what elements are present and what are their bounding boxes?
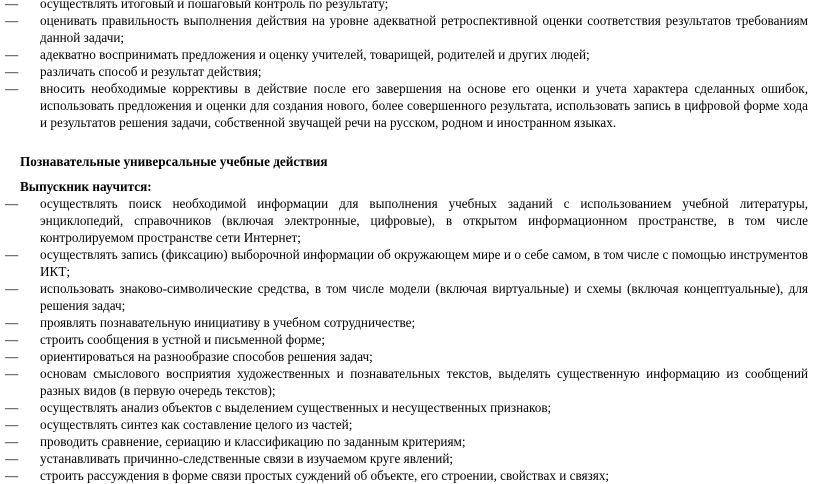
- list-item: [0, 80, 816, 131]
- list-item: [0, 416, 816, 433]
- list-dash: —: [5, 332, 19, 347]
- list-dash: —: [5, 315, 19, 330]
- list-dash: —: [5, 349, 19, 364]
- cognitive-skills-list: [0, 195, 816, 484]
- list-item: [0, 12, 816, 46]
- list-dash: —: [5, 47, 19, 62]
- list-dash: —: [5, 434, 19, 449]
- list-dash: —: [5, 196, 19, 211]
- list-item: [0, 433, 816, 450]
- list-item-text: адекватно воспринимать предложения и оценку учителей, товарищей, родителей и других людей;: [40, 47, 590, 62]
- regulatory-skills-list: [0, 0, 816, 131]
- list-dash: —: [5, 0, 19, 11]
- list-dash: —: [5, 451, 19, 466]
- list-item: [0, 348, 816, 365]
- list-item: [0, 365, 816, 399]
- list-item-text: осуществлять анализ объектов с выделением существенных и несущественных признаков;: [40, 400, 552, 415]
- list-item-text: использовать знаково-символические средства, в том числе модели (включая виртуальные) и схемы (включая концептуальные), для решения задач;: [40, 281, 808, 313]
- list-item: [0, 0, 816, 12]
- list-dash: —: [5, 247, 19, 262]
- list-item: [0, 331, 816, 348]
- list-item: [0, 195, 816, 246]
- list-dash: —: [5, 64, 19, 79]
- list-item-text: ориентироваться на разнообразие способов решения задач;: [40, 349, 373, 364]
- list-dash: —: [5, 281, 19, 296]
- list-item: [0, 467, 816, 484]
- list-dash: —: [5, 13, 19, 28]
- list-item: [0, 46, 816, 63]
- list-item-text: осуществлять поиск необходимой информации для выполнения учебных заданий с использованием учебной литературы, энциклопедий, справочников (включая электронные, цифровые), в открытом информационном пространстве, в том числе контролируемом пространстве сети Интернет;: [40, 196, 808, 245]
- list-item-text: проявлять познавательную инициативу в учебном сотрудничестве;: [40, 315, 416, 330]
- list-item: [0, 280, 816, 314]
- list-item-text: осуществлять итоговый и пошаговый контроль по результату;: [40, 0, 389, 11]
- list-item-text: устанавливать причинно-следственные связи в изучаемом круге явлений;: [40, 451, 454, 466]
- list-item: [0, 314, 816, 331]
- list-item-text: осуществлять синтез как составление целого из частей;: [40, 417, 353, 432]
- learner-will-learn-heading: Выпускник научится:: [20, 179, 152, 194]
- list-item: [0, 246, 816, 280]
- list-item: [0, 450, 816, 467]
- list-item-text: осуществлять запись (фиксацию) выборочной информации об окружающем мире и о себе самом, в том числе с помощью инструментов ИКТ;: [40, 247, 808, 279]
- list-item-text: различать способ и результат действия;: [40, 64, 262, 79]
- list-item-text: оценивать правильность выполнения действия на уровне адекватной ретроспективной оценки соответствия результатов требованиям данной задачи;: [40, 13, 808, 45]
- section-title: Познавательные универсальные учебные действия: [20, 154, 328, 169]
- list-dash: —: [5, 417, 19, 432]
- list-dash: —: [5, 468, 19, 483]
- list-item-text: проводить сравнение, сериацию и классификацию по заданным критериям;: [40, 434, 466, 449]
- list-item-text: основам смыслового восприятия художественных и познавательных текстов, выделять существенную информацию из сообщений разных видов (в первую очередь текстов);: [40, 366, 808, 398]
- list-dash: —: [5, 81, 19, 96]
- list-item: [0, 63, 816, 80]
- list-dash: —: [5, 400, 19, 415]
- list-dash: —: [5, 366, 19, 381]
- list-item: [0, 399, 816, 416]
- list-item-text: вносить необходимые коррективы в действие после его завершения на основе его оценки и учета характера сделанных ошибок, использовать предложения и оценки для создания нового, более совершенного результата, использовать запись в цифровой форме хода и результатов решения задачи, собственной звучащей речи на русском, родном и иностранном языках.: [40, 81, 808, 130]
- list-item-text: строить рассуждения в форме связи простых суждений об объекте, его строении, свойствах и связях;: [40, 468, 610, 483]
- list-item-text: строить сообщения в устной и письменной форме;: [40, 332, 326, 347]
